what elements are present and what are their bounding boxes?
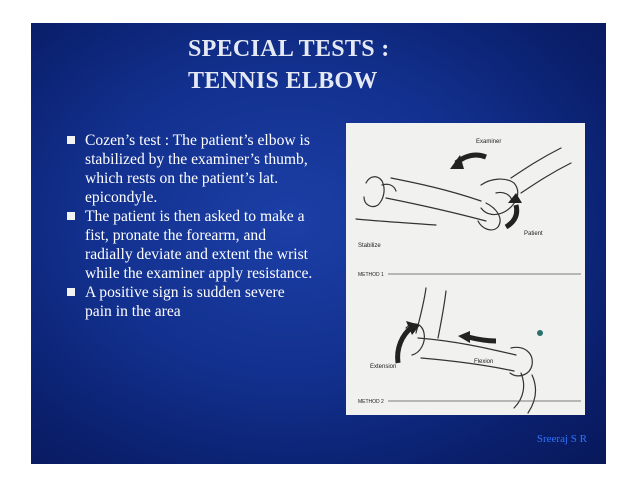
bullet-text: Cozen’s test : The patient’s elbow is stabilized by the examiner’s thumb, which rests on the patient’s lat. epicondyle. bbox=[85, 132, 310, 206]
arrow-icon bbox=[398, 327, 412, 363]
square-bullet-icon bbox=[67, 136, 75, 144]
label-flexion: Flexion bbox=[474, 359, 494, 365]
square-bullet-icon bbox=[67, 288, 75, 296]
bullet-item bbox=[63, 131, 313, 207]
square-bullet-icon bbox=[67, 212, 75, 220]
arrow-head-icon bbox=[458, 331, 470, 343]
label-patient: Patient bbox=[524, 231, 543, 237]
slide-title bbox=[188, 33, 488, 97]
dot-icon bbox=[537, 330, 543, 336]
arrow-icon bbox=[468, 337, 496, 341]
cozens-test-figure bbox=[346, 123, 585, 415]
title-line-2: TENNIS ELBOW bbox=[188, 68, 378, 94]
arrow-head-icon bbox=[508, 193, 522, 203]
slide bbox=[31, 23, 606, 464]
bullet-item bbox=[63, 207, 313, 283]
bullet-text: A positive sign is sudden severe pain in the area bbox=[85, 284, 285, 320]
arrow-icon bbox=[506, 205, 517, 227]
author-credit: Sreeraj S R bbox=[536, 433, 587, 445]
label-method-2: METHOD 2 bbox=[358, 399, 384, 405]
method2-drawing bbox=[406, 288, 535, 413]
label-stabilize: Stabilize bbox=[358, 243, 381, 249]
figure-illustration bbox=[346, 123, 585, 415]
label-examiner: Examiner bbox=[476, 139, 502, 145]
label-extension: Extension bbox=[370, 364, 397, 370]
bullet-item bbox=[63, 283, 313, 321]
title-line-1: SPECIAL TESTS : bbox=[188, 36, 390, 62]
label-method-1: METHOD 1 bbox=[358, 272, 384, 278]
bullet-text: The patient is then asked to make a fist, pronate the forearm, and radially deviate and extent the wrist while the examiner apply resistance. bbox=[85, 208, 313, 282]
bullet-list bbox=[63, 131, 313, 321]
